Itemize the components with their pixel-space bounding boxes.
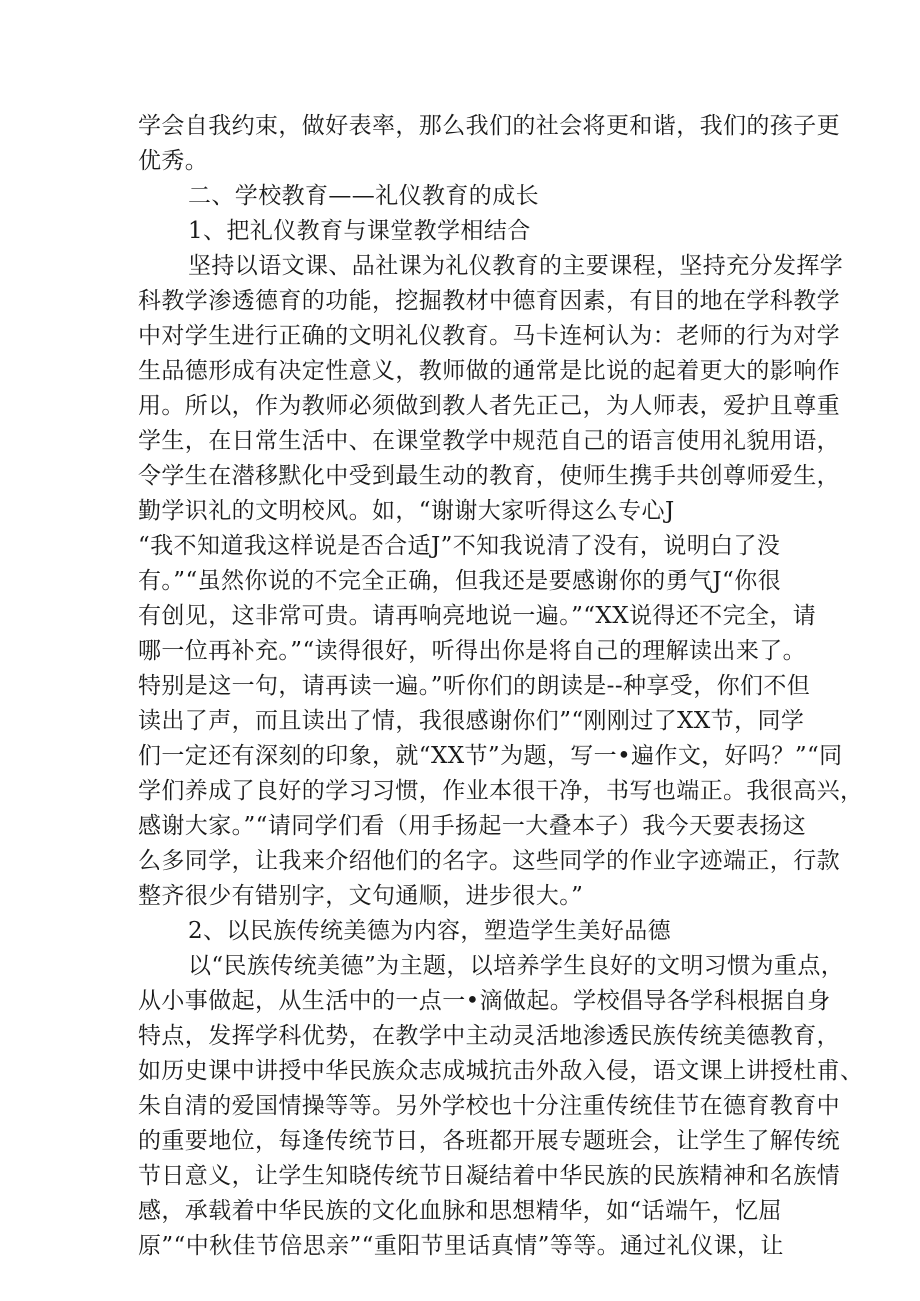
text-line: 用。所以，作为教师必须做到教人者先正己，为人师表，爱护且尊重 [138, 393, 840, 419]
section-heading: 二、学校教育——礼仪教育的成长 [188, 183, 539, 209]
text-line: 从小事做起，从生活中的一点一•滴做起。学校倡导各学科根据自身 [138, 988, 831, 1014]
text-line: 以“民族传统美德”为主题，以培养学生良好的文明习惯为重点， [188, 953, 845, 979]
text-line: 优秀。 [138, 148, 209, 174]
text-line: 整齐很少有错别字，文句通顺，进步很大。” [138, 883, 584, 909]
text-line: 令学生在潜移默化中受到最生动的教育，使师生携手共创尊师爱生， [138, 463, 840, 489]
text-line: 感谢大家。”“请同学们看（用手扬起一大叠本子）我今天要表扬这 [138, 813, 807, 839]
text-line: 中对学生进行正确的文明礼仪教育。马卡连柯认为：老师的行为对学 [138, 323, 840, 349]
text-line: 学生，在日常生活中、在课堂教学中规范自己的语言使用礼貌用语， [138, 428, 840, 454]
text-line: 有创见，这非常可贵。请再响亮地说一遍。”“XX说得还不完全，请 [138, 603, 817, 629]
text-line: 学们养成了良好的学习习惯，作业本很干净，书写也端正。我很高兴， [138, 778, 864, 804]
text-line: 么多同学，让我来介绍他们的名字。这些同学的作业字迹端正，行款 [138, 848, 840, 874]
subsection-heading: 2、以民族传统美德为内容，塑造学生美好品德 [188, 918, 672, 944]
text-line: 读出了声，而且读出了情，我很感谢你们”“刚刚过了XX节，同学 [138, 708, 805, 734]
text-line: 特点，发挥学科优势，在教学中主动灵活地渗透民族传统美德教育， [138, 1023, 840, 1049]
text-line: 勤学识礼的文明校风。如，“谢谢大家听得这么专心J [138, 498, 675, 524]
text-line: 坚持以语文课、品社课为礼仪教育的主要课程，坚持充分发挥学 [188, 253, 844, 279]
text-line: 节日意义，让学生知晓传统节日凝结着中华民族的民族精神和名族情 [138, 1163, 840, 1189]
text-line: 朱自清的爱国情操等等。另外学校也十分注重传统佳节在德育教育中 [138, 1093, 840, 1119]
text-line: 如历史课中讲授中华民族众志成城抗击外敌入侵，语文课上讲授杜甫、 [138, 1058, 864, 1084]
text-line: 特别是这一句，请再读一遍。”听你们的朗读是--种享受，你们不但 [138, 673, 811, 699]
text-line: 科教学渗透德育的功能，挖掘教材中德育因素，有目的地在学科教学 [138, 288, 840, 314]
text-line: 的重要地位，每逢传统节日，各班都开展专题班会，让学生了解传统 [138, 1128, 840, 1154]
text-line: 生品德形成有决定性意义，教师做的通常是比说的起着更大的影响作 [138, 358, 840, 384]
text-line: 感，承载着中华民族的文化血脉和思想精华，如“话端午，忆屈 [138, 1198, 782, 1224]
text-line: “我不知道我这样说是否合适J”不知我说清了没有，说明白了没 [138, 533, 781, 559]
text-line: 有。”“虽然你说的不完全正确，但我还是要感谢你的勇气J“你很 [138, 568, 781, 594]
subsection-heading: 1、把礼仪教育与课堂教学相结合 [188, 218, 531, 244]
text-line: 们一定还有深刻的印象，就“XX节”为题，写一•遍作文，好吗？”“同 [138, 743, 843, 769]
text-line: 学会自我约束，做好表率，那么我们的社会将更和谐，我们的孩子更 [138, 113, 840, 139]
text-line: 哪一位再补充。”“读得很好，听得出你是将自己的理解读出来了。 [138, 638, 807, 664]
text-line: 原”“中秋佳节倍思亲”“重阳节里话真情”等等。通过礼仪课，让 [138, 1233, 784, 1259]
